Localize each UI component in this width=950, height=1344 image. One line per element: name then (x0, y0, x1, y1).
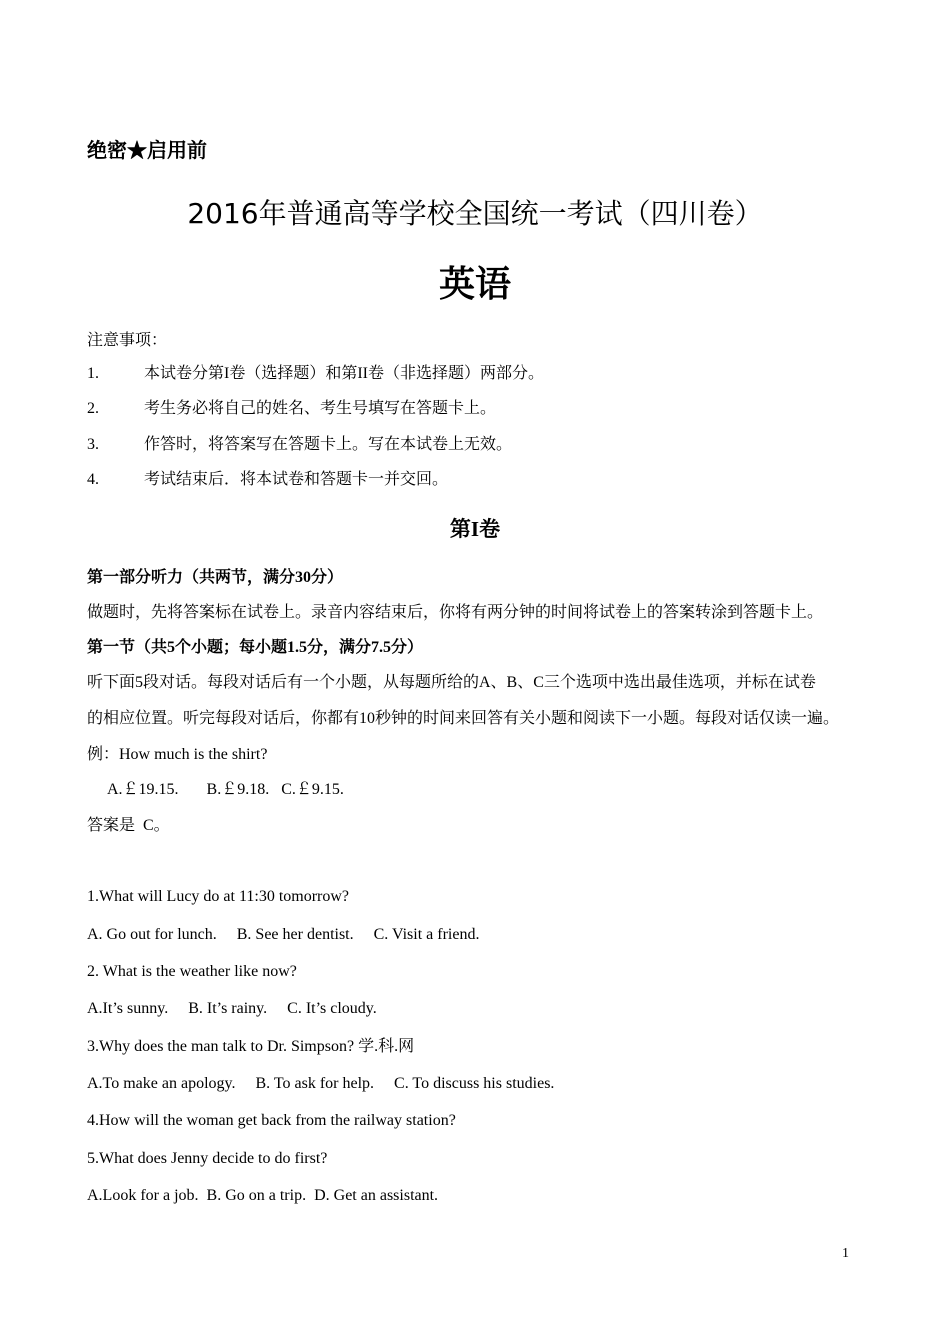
section-heading: 第一节（共5个小题；每小题1.5分，满分7.5分） (87, 639, 424, 656)
question-1: 1.What will Lucy do at 11:30 tomorrow? (87, 888, 350, 905)
exam-title: 2016年普通高等学校全国统一考试（四川卷） (187, 197, 763, 230)
note-text: 作答时，将答案写在答题卡上。写在本试卷上无效。 (144, 436, 513, 453)
question-2-options: A.It’s sunny. B. It’s rainy. C. It’s cloudy. (87, 1000, 377, 1017)
note-number: 4. (87, 471, 99, 488)
question-3-options: A.To make an apology. B. To ask for help. C. To discuss his studies. (87, 1075, 555, 1092)
confidential-label: 绝密★启用前 (87, 140, 207, 162)
note-number: 2. (87, 400, 99, 417)
question-1-options: A. Go out for lunch. B. See her dentist. C. Visit a friend. (87, 926, 480, 943)
notes-heading: 注意事项： (87, 332, 168, 349)
page-number: 1 (842, 1246, 849, 1261)
part1-instruction: 做题时，先将答案标在试卷上。录音内容结束后，你将有两分钟的时间将试卷上的答案转涂到答题卡上。 (87, 604, 824, 621)
part1-heading: 第一部分听力（共两节，满分30分） (87, 569, 344, 586)
question-5: 5.What does Jenny decide to do first? (87, 1150, 328, 1167)
section-instruction: 听下面5段对话。每段对话后有一个小题，从每题所给的A、B、C三个选项中选出最佳选项，并标在试卷 (87, 674, 816, 691)
question-2: 2. What is the weather like now? (87, 963, 297, 980)
note-text: 本试卷分第I卷（选择题）和第II卷（非选择题）两部分。 (144, 365, 544, 382)
subject-title: 英语 (438, 264, 511, 304)
section-instruction: 的相应位置。听完每段对话后，你都有10秒钟的时间来回答有关小题和阅读下一小题。每段对话仅读一遍。 (87, 710, 840, 727)
question-5-options: A.Look for a job. B. Go on a trip. D. Get an assistant. (87, 1187, 439, 1204)
example-answer: 答案是 C。 (87, 817, 170, 834)
note-text: 考生务必将自己的姓名、考生号填写在答题卡上。 (144, 400, 497, 417)
question-3: 3.Why does the man talk to Dr. Simpson? 学.科.网 (87, 1038, 415, 1055)
example-options: A.￡19.15. B.￡9.18. C.￡9.15. (107, 781, 344, 798)
volume-heading: 第I卷 (449, 517, 501, 541)
example-question: 例：How much is the shirt? (87, 746, 268, 763)
note-number: 1. (87, 365, 99, 382)
note-text: 考试结束后．将本试卷和答题卡一并交回。 (144, 471, 449, 488)
note-number: 3. (87, 436, 99, 453)
question-4: 4.How will the woman get back from the railway station? (87, 1112, 456, 1129)
